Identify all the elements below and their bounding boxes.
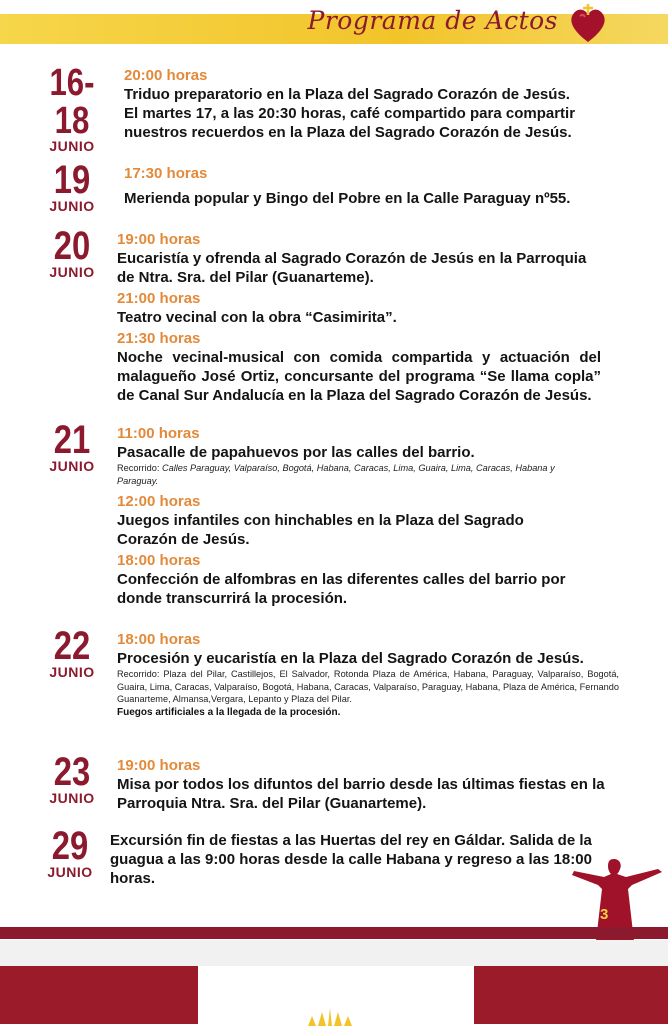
event-description: Juegos infantiles con hinchables en la Plaza del Sagrado Corazón de Jesús.	[117, 512, 524, 549]
event-description: Excursión fin de fiestas a las Huertas del rey en Gáldar. Salida de la guagua a las 9:00 horas desde la calle Habana y regreso a las 18:00 horas.	[110, 832, 592, 887]
entry-day: 19	[53, 158, 91, 202]
fireworks-note: Fuegos artificiales a la llegada de la procesión.	[117, 706, 341, 718]
event-time: 21:00 horas	[117, 290, 201, 307]
entry-day: 21	[53, 418, 91, 462]
entry-month: JUNIO	[49, 458, 95, 474]
route-streets: Plaza del Pilar, Castillejos, El Salvador, Rotonda Plaza de América, Habana, Paraguay, Valparaíso, Bogotá, Guaira, Lima, Caracas, Valparaíso, Bogotá, Habana, Caracas, Valparaíso, Paraguay, Habana, Plaza de América, Fernando Guanarteme, Almansa,Vergara, Lepanto y Plaza del Pilar.	[117, 669, 619, 705]
sacred-heart-icon	[566, 2, 610, 46]
entry-day: 22	[53, 624, 91, 668]
entry-day: 16-18	[49, 62, 95, 142]
event-description: Eucaristía y ofrenda al Sagrado Corazón de Jesús en la Parroquia de Ntra. Sra. del Pilar (Guanarteme).	[117, 250, 587, 286]
entry-date	[42, 160, 102, 214]
entry-month: JUNIO	[49, 138, 95, 154]
event-time: 19:00 horas	[117, 231, 201, 248]
entry-date	[30, 64, 114, 154]
entry-date	[42, 752, 102, 806]
entry-body	[110, 831, 598, 888]
event-description: Noche vecinal-musical con comida compartida y actuación del malagueño José Ortiz, concursante del programa “Se llama copla” de Canal Sur Andalucía en la Plaza del Sagrado Corazón de Jesús.	[117, 349, 601, 404]
entry-body	[117, 230, 601, 405]
entry-date	[42, 226, 102, 280]
entry-month: JUNIO	[47, 864, 93, 880]
route-label: Recorrido:	[117, 463, 160, 473]
route-text	[117, 668, 619, 706]
entry-month: JUNIO	[49, 664, 95, 680]
entry-body	[117, 630, 619, 718]
next-page-left-block	[0, 966, 198, 1024]
entry-date	[42, 626, 102, 680]
event-time: 21:30 horas	[117, 330, 201, 347]
event-description: Procesión y eucaristía en la Plaza del Sagrado Corazón de Jesús.	[117, 650, 584, 667]
entry-month: JUNIO	[49, 198, 95, 214]
entry-body	[117, 424, 593, 608]
event-description: Triduo preparatorio en la Plaza del Sagrado Corazón de Jesús. El martes 17, a las 20:30 horas, café compartido para compartir nuestros recuerdos en la Plaza del Sagrado Corazón de Jesús.	[124, 86, 576, 141]
event-time: 18:00 horas	[117, 631, 201, 648]
entry-month: JUNIO	[49, 790, 95, 806]
entry-body	[117, 756, 607, 813]
page-title: Programa de Actos	[307, 6, 558, 35]
event-time: 20:00 horas	[124, 67, 208, 84]
event-time: 18:00 horas	[117, 552, 201, 570]
event-description: Teatro vecinal con la obra “Casimirita”.	[117, 309, 397, 326]
next-page-right-block	[474, 966, 668, 1024]
page-gap	[0, 940, 668, 966]
event-time: 11:00 horas	[117, 425, 200, 442]
event-time: 19:00 horas	[117, 757, 201, 774]
page-number: 3	[600, 906, 609, 923]
footer-band	[0, 927, 668, 939]
entry-body	[124, 66, 584, 142]
route-text	[117, 462, 593, 487]
entry-day: 23	[53, 750, 91, 794]
entry-month: JUNIO	[49, 264, 95, 280]
sun-ornament-icon	[300, 1008, 360, 1026]
entry-body	[124, 164, 594, 208]
entry-date	[42, 420, 102, 474]
entry-day: 20	[53, 224, 91, 268]
event-description: Pasacalle de papahuevos por las calles del barrio.	[117, 444, 475, 461]
entry-date	[40, 826, 100, 880]
entry-day: 29	[51, 824, 89, 868]
event-time: 17:30 horas	[124, 165, 208, 182]
event-description: Misa por todos los difuntos del barrio desde las últimas fiestas en la Parroquia Ntra. Sra. del Pilar (Guanarteme).	[117, 776, 605, 812]
event-description: Confección de alfombras en las diferentes calles del barrio por donde transcurrirá la procesión.	[117, 571, 566, 608]
event-time: 12:00 horas	[117, 493, 201, 511]
event-description: Merienda popular y Bingo del Pobre en la Calle Paraguay nº55.	[124, 190, 571, 207]
route-streets: Calles Paraguay, Valparaíso, Bogotá, Habana, Caracas, Lima, Guaira, Lima, Caracas, Habana y Paraguay.	[117, 463, 555, 486]
route-label: Recorrido:	[117, 669, 160, 679]
